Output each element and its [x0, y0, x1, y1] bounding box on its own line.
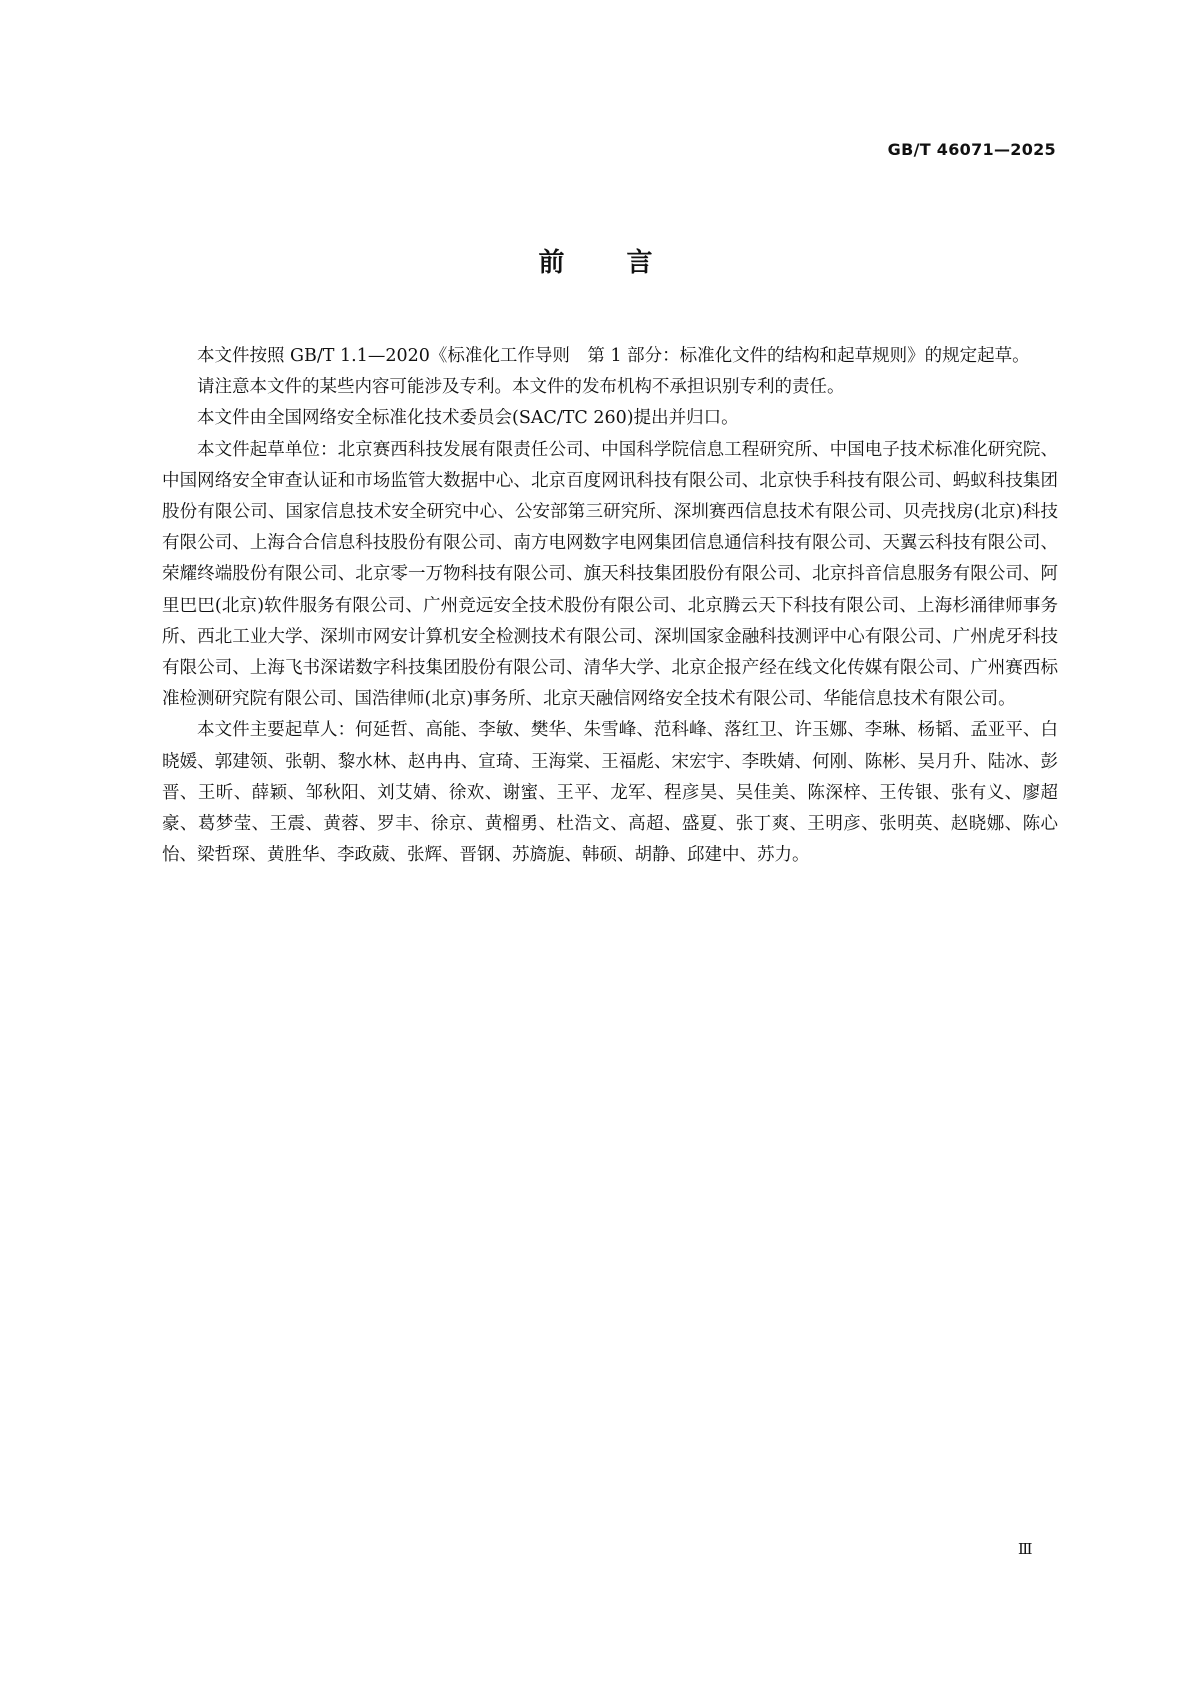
standard-code: GB/T 46071—2025: [887, 140, 1056, 159]
page-number: Ⅲ: [1018, 1540, 1033, 1558]
paragraph-patent-notice: 请注意本文件的某些内容可能涉及专利。本文件的发布机构不承担识别专利的责任。: [197, 377, 845, 398]
page-title: 前言: [538, 248, 715, 278]
paragraph-drafting-rules: 本文件按照 GB/T 1.1—2020《标准化工作导则 第 1 部分：标准化文件的结构和起草规则》的规定起草。: [197, 346, 1030, 366]
preface-body: [162, 341, 1058, 871]
paragraph-drafting-units: 本文件起草单位：北京赛西科技发展有限责任公司、中国科学院信息工程研究所、中国电子技术标准化研究院、中国网络安全审查认证和市场监管大数据中心、北京百度网讯科技有限公司、北京快手科技有限公司、蚂蚁科技集团股份有限公司、国家信息技术安全研究中心、公安部第三研究所、深圳赛西信息技术有限公司、贝壳找房(北京)科技有限公司、上海合合信息科技股份有限公司、南方电网数字电网集团信息通信科技有限公司、天翼云科技有限公司、荣耀终端股份有限公司、北京零一万物科技有限公司、旗天科技集团股份有限公司、北京抖音信息服务有限公司、阿里巴巴(北京)软件服务有限公司、广州竞远安全技术股份有限公司、北京腾云天下科技有限公司、上海杉涌律师事务所、西北工业大学、深圳市网安计算机安全检测技术有限公司、深圳国家金融科技测评中心有限公司、广州虎牙科技有限公司、上海飞书深诺数字科技集团股份有限公司、清华大学、北京企报产经在线文化传媒有限公司、广州赛西标准检测研究院有限公司、国浩律师(北京)事务所、北京天融信网络安全技术有限公司、华能信息技术有限公司。: [162, 439, 1058, 710]
paragraph-committee: 本文件由全国网络安全标准化技术委员会(SAC/TC 260)提出并归口。: [197, 408, 739, 429]
paragraph-drafters: 本文件主要起草人：何延哲、高能、李敏、樊华、朱雪峰、范科峰、落红卫、许玉娜、李琳、杨韬、孟亚平、白晓媛、郭建领、张朝、黎水林、赵冉冉、宣琦、王海棠、王福彪、宋宏宇、李昳婧、何刚、陈彬、吴月升、陆冰、彭晋、王昕、薛颖、邹秋阳、刘艾婧、徐欢、谢蜜、王平、龙军、程彦昊、吴佳美、陈深梓、王传银、张有义、廖超豪、葛梦莹、王震、黄蓉、罗丰、徐京、黄榴勇、杜浩文、高超、盛夏、张丁爽、王明彦、张明英、赵晓娜、陈心怡、梁哲琛、黄胜华、李政葳、张辉、晋钢、苏旖旎、韩硕、胡静、邱建中、苏力。: [162, 720, 1058, 866]
